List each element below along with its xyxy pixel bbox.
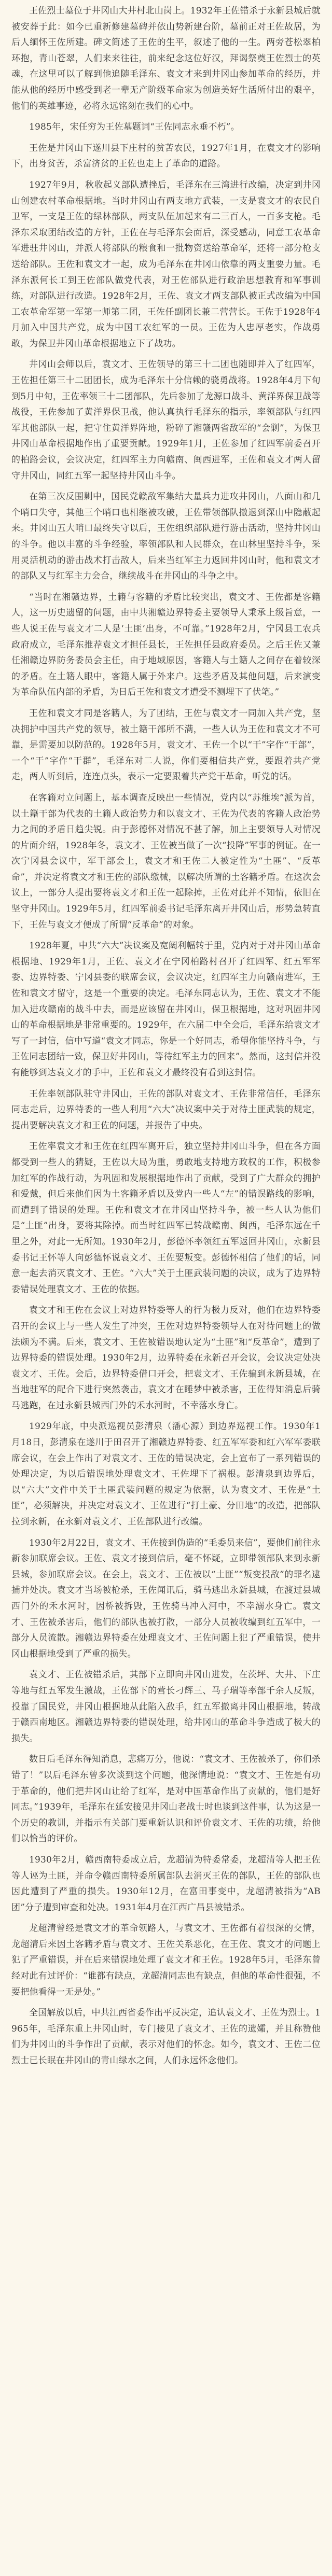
paragraph-gap xyxy=(11,1297,321,1303)
paragraph-gap xyxy=(11,1413,321,1419)
paragraph-gap xyxy=(11,1133,321,1139)
paragraph-gap xyxy=(11,785,321,790)
paragraph-gap xyxy=(11,2000,321,2005)
paragraph: “当时在湘赣边界，土籍与客籍的矛盾比较突出，袁文才、王佐都是客籍人，这一历史遗留的问题，由中共湘赣边界特委主要领导人秉承上级旨意，一些人说王佐与袁文才二人是‘土匪’出身，不可靠。”1928年2月，宁冈县工农兵政府成立，毛泽东推荐袁文才担任县长，王佐担任县政府委员。之后王佐又兼任湘赣边界防务委员会主任，由于地域原因，客籍人与土籍人之间存在着较深的矛盾。在土籍人眼中，客籍人属于外来户。这些矛盾及其他问题，后来演变为革命队伍内部的矛盾，为日后王佐和袁文才遭受不测埋下了伏笔。” xyxy=(11,592,321,698)
paragraph-gap xyxy=(11,1530,321,1535)
paragraph-gap xyxy=(11,933,321,938)
paragraph: 1928年夏，中共“六大”决议案及宽阔利幅转于里，党内对于对井冈山革命根据地、1929年1月，王佐、袁文才在宁冈柏路村召开了红四军、红五军军委、边界特委、宁冈县委的联席会议，会议决定，红四军主力向赣南进军，王佐和袁文才留守，这是一个重要的决定。毛泽东同志认为，王佐、袁文才不能加入进攻赣南的战斗中去，而是应该留在井冈山，保卫根据地，这对巩固井冈山的革命根据地是非常重要的。1929年，在六届二中全会后，毛泽东给袁文才写了一封信，信中写道“袁文才同志，你是一个好同志，希望你能坚持斗争，与王佐同志团结一致，保卫好井冈山，等待红军主力的回来”。然而，这封信并没有能够到达袁文才的手中，王佐和袁文才最终没有看到这封信。 xyxy=(11,941,321,1078)
paragraph: 王佐率袁文才和王佐在红四军离开后，独立坚持井冈山斗争，但在各方面都受到一些人的猜疑，王佐以大局为重，勇敢地支持地方政权的工作，积极参加红军的作战行动，为巩固和发展根据地作出了贡献，受到了广大群众的拥护和爱戴，但后来他们因为土客籍矛盾以及党内一些人“左”的错误路线的影响，而遭到了错误的处理。王佐和袁文才在井冈山坚持斗争，被一些人认为他们是“土匪”出身，要将其除掉。而当时红四军已转战赣南、闽西，毛泽东远在千里之外，对此一无所知。1930年2月，彭德怀率领红五军返回井冈山，永新县委书记王怀等人向彭德怀说袁文才、王佐要叛变。彭德怀相信了他们的话，同意一起去消灭袁文才、王佐。“六大”关于土匪武装问题的决议，成为了边界特委错误处理袁文才、王佐的依据。 xyxy=(11,1141,321,1295)
paragraph-gap xyxy=(11,1847,321,1852)
paragraph: 在第三次反围剿中，国民党赣敌军集结大量兵力进攻井冈山，八面山和几个哨口失守，其他三个哨口也相继被攻破，王佐带领部队撤退到深山中隐蔽起来。井冈山五大哨口最终失守以后，王佐组织部队进行游击活动，坚持井冈山的斗争。他以丰富的斗争经验，率领部队和人民群众，在山林里坚持斗争，采用灵活机动的游击战术打击敌人，后来当红军主力返回井冈山时，他和袁文才的部队又与红军主力会合，继续战斗在井冈山的斗争之中。 xyxy=(11,492,321,582)
paragraph-gap xyxy=(11,1081,321,1086)
paragraph-gap xyxy=(11,701,321,706)
paragraph-gap xyxy=(11,484,321,489)
paragraph: 龙超清曾经是袁文才的革命领路人，与袁文才、王佐都有着很深的交情，龙超清后来因土客籍矛盾与袁文才、王佐关系恶化，在王佐、袁文才的问题上犯了严重错误，并在后来错误地处理了袁文才和王佐。1928年5月，毛泽东曾经对此有过评价：“谁都有缺点，龙超清同志也有缺点，但他的革命性很强，不要把他看得一无是处。” xyxy=(11,1923,321,1997)
paragraph: 王佐是井冈山下遂川县下庄村的贫苦农民，1927年1月，在袁文才的影响下，出身贫苦，杀富济贫的王佐也走上了革命的道路。 xyxy=(11,143,321,170)
paragraph: 王佐烈士墓位于井冈山大井村北山岗上。1932年王佐错杀于永新县城后就被安葬于此：如今已重新修建墓碑并依山势新建台阶，墓前正对王佐故居，为后人缅怀王佐所建。碑文简述了王佐的生平，叙述了他的一生。两旁苍松翠柏环抱，青山苍翠，人们来来往往，前来纪念这位好汉，拜谒祭奠王佐烈士的英魂，在这里可以了解到他追随毛泽东、袁文才来到井冈山参加革命的经历，并能从他的经历中感受到老一辈无产阶级革命家为创造美好生活所付出的艰辛，他们的英雄事迹，必将永远铭刻在我们的心中。 xyxy=(11,6,321,111)
paragraph: 袁文才、王佐被错杀后，其部下立即向井冈山进发，在茨坪、大井、下庄等地与红五军发生激战，王佐部下的营长刁辉三、马子瑞等率部千余人反叛，投靠了国民党，井冈山根据地从此陷入敌手，红五军撤离井冈山根据地，转战于赣西南地区。湘赣边界特委的错误处理，给井冈山的革命斗争造成了极大的损失。 xyxy=(11,1670,321,1744)
paragraph: 数日后毛泽东得知消息，悲痛万分，他说：“袁文才、王佐被杀了，你们杀错了！”以后毛泽东曾多次谈到这个问题，他深情地说：“袁文才、王佐是有功于革命的，他们把井冈山让给了红军，是对中国革命作出了贡献的，他们是好同志。”1939年，毛泽东在延安接见井冈山老战士时也谈到这件事，认为这是一个历史的教训，并指示有关部门要重新认识和评价袁文才、王佐的功绩，给他们以恰当的评价。 xyxy=(11,1754,321,1844)
paragraph-gap xyxy=(11,172,321,177)
paragraph: 1927年9月，秋收起义部队遭挫后，毛泽东在三湾进行改编，决定到井冈山创建农村革命根据地。当时井冈山有两支地方武装，一支是袁文才的农民自卫军，一支是王佐的绿林部队，两支队伍加起来有二三百人，一百多支枪。毛泽东采取团结改造的方针，王佐在与毛泽东会面后，深受感动，同意工农革命军进驻井冈山，并派人将部队的粮食和一批物资送给革命军，还将一部分枪支送给部队。王佐和袁文才一起，成为毛泽东在井冈山依靠的两支重要力量。毛泽东派何长工到王佐部队做党代表，对王佐部队进行政治思想教育和军事训练，对部队进行改造。1928年2月，王佐、袁文才两支部队被正式改编为中国工农革命军第一军第一师第二团，王佐任副团长兼二营营长。王佐于1928年4月加入中国共产党，成为中国工农红军的一员。王佐为人忠厚老实，作战勇敢，为保卫井冈山革命根据地立下了战功。 xyxy=(11,179,321,349)
paragraph: 1930年2月，赣西南特委成立后，龙超清为特委常委，龙超清等人把王佐等人诬为土匪，并命令赣西南特委所属部队去消灭王佐的部队，王佐的部队也因此遭到了严重的损失。1930年12月，在富田事变中，龙超清被指为“AB团”分子遭到审查和处决。1931年4月在江西广昌县被错杀。 xyxy=(11,1854,321,1913)
paragraph: 王佐率领部队驻守井冈山，王佐的部队对袁文才、王佐非常信任，毛泽东同志走后，边界特委的一些人利用“六大”决议案中关于对待土匪武装的规定，提出要解决袁文才和王佐的问题，并报告了中央。 xyxy=(11,1088,321,1131)
paragraph: 1930年2月22日，袁文才、王佐接到伪造的“毛委员来信”，要他们前往永新参加联席会议。王佐、袁文才接到信后，毫不怀疑，立即带领部队来到永新县城，参加联席会议。在会上，袁文才、王佐被以“土匪”“叛变投敌”的罪名逮捕并处决。袁文才当场被枪杀，王佐闻讯后，骑马逃出永新县城，在渡过县城西门外的禾水河时，因桥被拆毁，王佐骑马冲入河中，不幸溺水身亡。袁文才、王佐被杀害后，他们的部队也被打散，一部分人员被收编到红五军中，一部分人员流散。湘赣边界特委在处理袁文才、王佐问题上犯了严重错误，使井冈山根据地受到了严重的损失。 xyxy=(11,1537,321,1659)
paragraph-gap xyxy=(11,1915,321,1921)
paragraph-gap xyxy=(11,584,321,590)
paragraph-gap xyxy=(11,352,321,357)
paragraph: 全国解放以后，中共江西省委作出平反决定，追认袁文才、王佐为烈士。1965年，毛泽东重上井冈山时，专门接见了袁文才、王佐的遗孀，并且称赞他们为井冈山的斗争作出了贡献，表示对他们的怀念。如今，袁文才、王佐二位烈士已长眠在井冈山的青山绿水之间，人们永远怀念他们。 xyxy=(11,2008,321,2066)
paragraph: 1929年底，中央派巡视员彭清泉（潘心源）到边界巡视工作。1930年1月18日，彭清泉在遂川于田召开了湘赣边界特委、红五军军委和红六军军委联席会议，在会上作出了对袁文才、王佐的错误决定，会上宣布了一系列错误的处理决定，为以后错误地处理袁文才、王佐埋下了祸根。彭清泉到边界后，以“六大”文件中关于土匪武装问题的规定为依据，认为袁文才、王佐是“土匪”，必须解决，并决定对袁文才、王佐进行“打土豪、分田地”的改造，把部队拉到永新，在永新对袁文才、王佐部队进行改编。 xyxy=(11,1421,321,1528)
paragraph-gap xyxy=(11,135,321,141)
paragraph: 袁文才和王佐在会议上对边界特委等人的行为极力反对，他们在边界特委召开的会议上与一些人发生了冲突，王佐对边界特委领导人在对待问题上的做法颇为不满。后来，袁文才、王佐被错误地认定为“土匪”和“反革命”，遭到了边界特委的错误处理。1930年2月，边界特委在永新召开会议，会议决定处决袁文才、王佐。会后，边界特委借口开会，把袁文才、王佐骗到永新县城，在当地驻军的配合下进行突然袭击，袁文才在睡梦中被杀害，王佐得知消息后骑马逃跑，在过永新县城西门外的禾水河时，不幸落水身亡。 xyxy=(11,1305,321,1411)
paragraph: 1985年，宋任穷为王佐墓题词“王佐同志永垂不朽”。 xyxy=(29,122,240,133)
paragraph: 王佐和袁文才同是客籍人，为了团结，王佐与袁文才一同加入共产党，坚决拥护中国共产党的领导，被土籍干部所不满，一些人认为王佐和袁文才不可靠，是需要加以防范的。1928年5月，袁文才、王佐一个以“干”字作“干部”，一个“干”字作“干群”，毛泽东对二人说，你们要相信共产党，要跟着共产党走，两人听到后，连连点头，表示一定要跟着共产党干革命，听党的话。 xyxy=(11,708,321,782)
paragraph-gap xyxy=(11,1746,321,1752)
paragraph: 在客籍对立问题上，基本调查反映出一些情况，党内以“苏维埃”派为首，以土籍干部为代表的土籍人政治势力和以袁文才、王佐为代表的客籍人政治势力之间的矛盾日趋尖锐。由于彭德怀对情况不甚了解，加上主要领导人对情况的片面介绍，1928年冬，袁文才、王佐被当做了一次“投降”军事的例证。在一次宁冈县会议中，军干部会上，袁文才和王佐二人被定性为“土匪”、“反革命”，并决定将袁文才和王佐的部队缴械，以解决所谓的土客籍矛盾。在这次会议上，一部分人提出要将袁文才和王佐一起除掉，王佐对此并不知情，依旧在坚守井冈山。1929年5月，红四军前委书记毛泽东离开井冈山后，形势急转直下，王佐与袁文才便成了所谓“反革命”的对象。 xyxy=(11,792,321,930)
paragraph-gap xyxy=(11,114,321,119)
paragraph: 井冈山会师以后，袁文才、王佐领导的第三十二团也随即并入了红四军，王佐担任第三十二团团长，成为毛泽东十分信赖的骁勇战将。1928年4月下旬到5月中旬，王佐率领三十二团部队，先后参加了龙源口战斗、黄洋界保卫战等战役，王佐参加了黄洋界保卫战，他认真执行毛泽东的指示，率领部队与红四军其他部队一起，把守住黄洋界阵地，粉碎了湘赣两省敌军的“会剿”，为保卫井冈山革命根据地作出了重要贡献。1929年1月，王佐参加了红四军前委召开的柏路会议，会议决定，红四军主力向赣南、闽西进军，王佐和袁文才两人留守井冈山，同红五军一起坚持井冈山斗争。 xyxy=(11,359,321,481)
paragraph-gap xyxy=(11,1662,321,1667)
